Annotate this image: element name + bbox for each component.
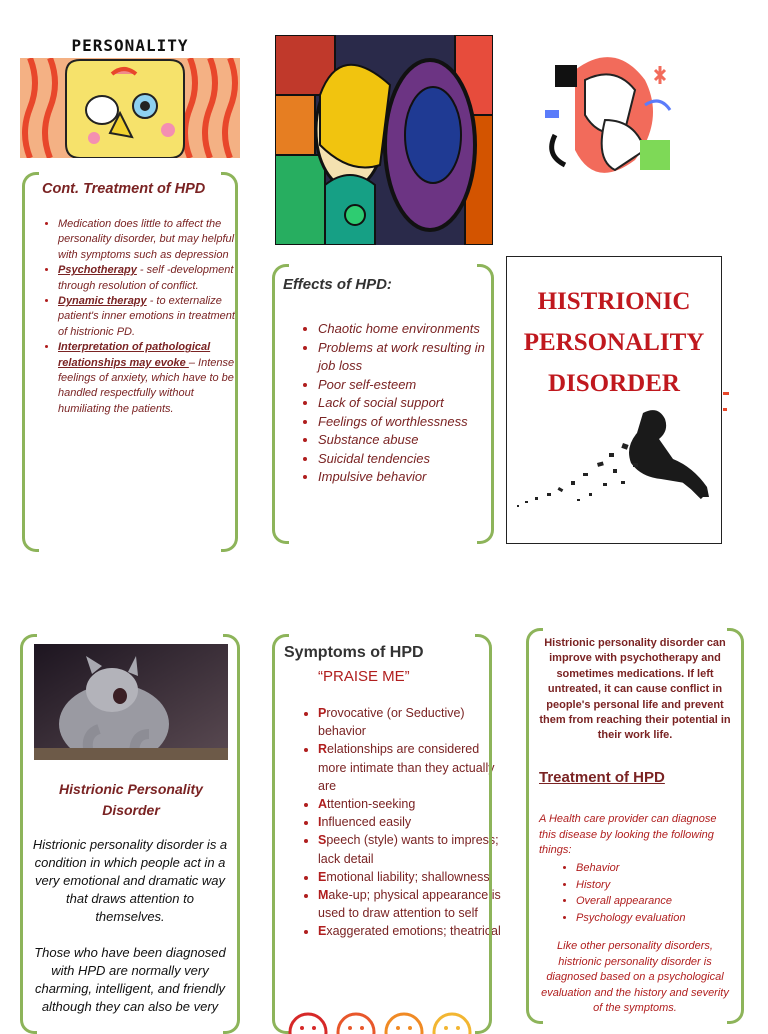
intro-paragraph: Histrionic personality disorder is a condition in which people act in a very emotional and dramatic way that draws attention to themselves. (32, 837, 228, 924)
list-item: • Provocative (or Seductive) behavior (318, 704, 508, 740)
cover-title-line: PERSONALITY (523, 329, 705, 356)
symptoms-mnemonic: “PRAISE ME” (318, 668, 410, 685)
treatment-list (556, 860, 746, 926)
list-item: • Impulsive behavior (318, 468, 504, 487)
cont-treatment-heading: Cont. Treatment of HPD (42, 181, 206, 197)
symptoms-list (298, 704, 508, 941)
list-item: • Make-up; physical appearance is used to draw attention to self (318, 886, 508, 922)
list-item: • Relationships are considered more intimate than they actually are (318, 740, 508, 795)
list-item: • Emotional liability; shallowness (318, 868, 508, 886)
list-item: • Chaotic home environments (318, 320, 504, 339)
cont-treatment-list (38, 217, 238, 417)
list-item: • Suicidal tendencies (318, 450, 504, 469)
effects-list (298, 320, 504, 487)
personality-disorders-banner (20, 34, 240, 158)
treatment-closing: Like other personality disorders, histrionic personality disorder is diagnosed based on a psychological evaluation and the history and severity of the symptoms. (541, 940, 729, 1015)
list-item: • Attention-seeking (318, 795, 508, 813)
list-item: • Psychotherapy - self -development through resolution of conflict. (58, 263, 238, 294)
list-item: • Medication does little to affect the personality disorder, but may helpful with symptoms such as depression (58, 217, 238, 263)
list-item: • Poor self-esteem (318, 376, 504, 395)
screaming-cat-photo (34, 644, 228, 760)
list-item: • Psychology evaluation (576, 910, 746, 927)
list-item: • Substance abuse (318, 431, 504, 450)
face-illustration (20, 58, 240, 158)
abstract-faces-illustration (545, 50, 685, 185)
cover-title-line: HISTRIONIC (537, 288, 691, 315)
effects-panel (272, 264, 494, 544)
list-item: • Exaggerated emotions; theatrical (318, 922, 508, 940)
list-item: • Interpretation of pathological relationships may evoke – Intense feelings of anxiety, which have to be handled respectfully without humiliating the patients. (58, 340, 238, 417)
cover-title (507, 281, 721, 404)
emoji-faces-row (288, 1010, 478, 1034)
effects-heading: Effects of HPD: (283, 276, 392, 293)
list-item: • History (576, 877, 746, 894)
list-item: • Behavior (576, 860, 746, 877)
red-accent-mark (723, 408, 727, 411)
banner-title: PERSONALITY (20, 34, 240, 58)
list-item: • Overall appearance (576, 893, 746, 910)
intro-heading: Histrionic Personality Disorder (59, 781, 203, 818)
girl-before-mirror-painting (275, 35, 493, 245)
treatment-summary: Histrionic personality disorder can improve with psychotherapy and sometimes medications. If left untreated, it can cause conflict in people's personal life and prevent them from reaching their potential in their work life. (539, 637, 731, 742)
symptoms-panel (272, 634, 501, 1034)
treatment-panel (526, 628, 744, 1024)
disintegrating-figure-illustration (513, 403, 721, 515)
cover-box (506, 256, 722, 544)
intro-paragraph: Those who have been diagnosed with HPD are normally very charming, intelligent, and friendly although they can also be very (34, 945, 226, 1014)
cover-title-line: DISORDER (548, 370, 680, 397)
list-item: • Influenced easily (318, 813, 508, 831)
list-item: • Problems at work resulting in job loss (318, 339, 504, 376)
list-item: • Speech (style) wants to impress; lack detail (318, 831, 508, 867)
list-item: • Lack of social support (318, 394, 504, 413)
list-item: • Dynamic therapy - to externalize patient's inner emotions in treatment of histrionic PD. (58, 294, 238, 340)
cont-treatment-panel (22, 172, 238, 552)
intro-panel (20, 634, 240, 1034)
treatment-heading: Treatment of HPD (539, 769, 665, 786)
treatment-intro: A Health care provider can diagnose this disease by looking the following things: (539, 813, 717, 856)
red-accent-mark (723, 392, 729, 395)
list-item: • Feelings of worthlessness (318, 413, 504, 432)
symptoms-heading: Symptoms of HPD (284, 644, 424, 661)
